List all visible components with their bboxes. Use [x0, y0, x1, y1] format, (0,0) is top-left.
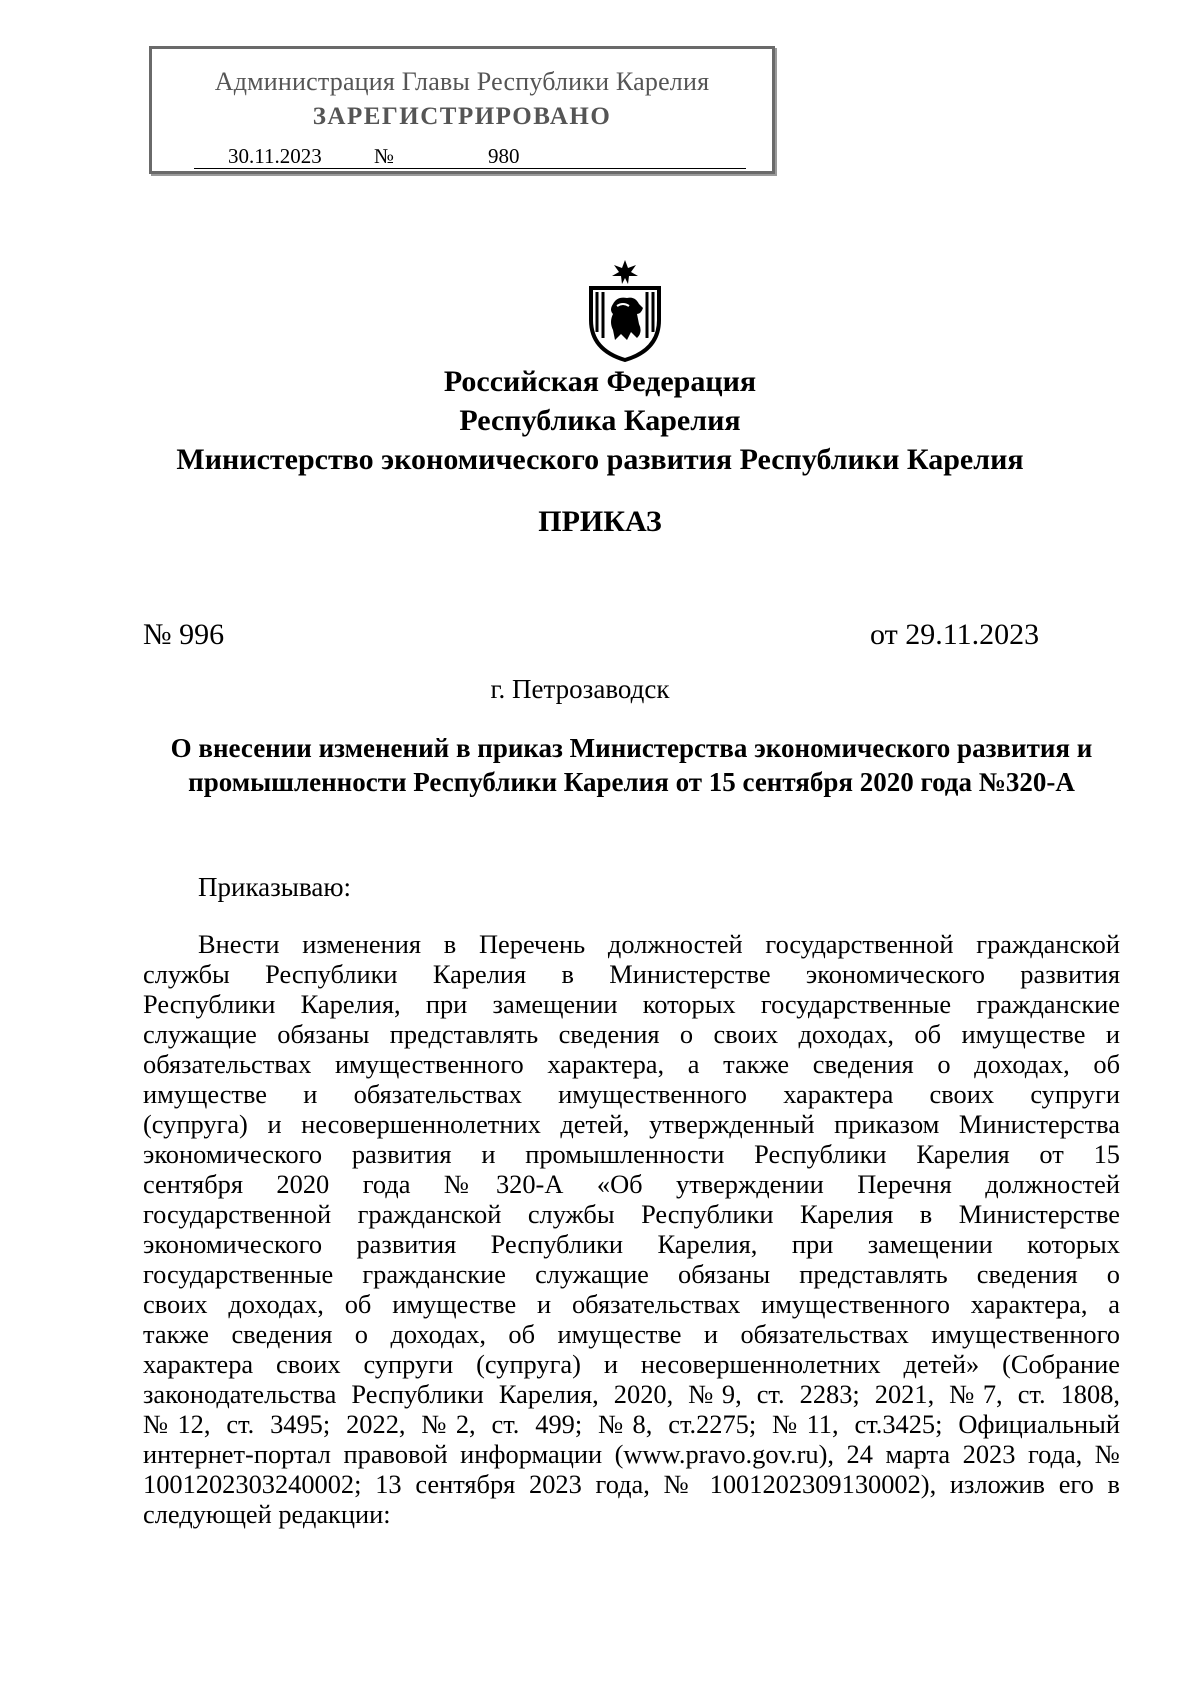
body-line: Республики Карелия, при замещении которых государственные гражданские — [143, 989, 1120, 1019]
stamp-number: 980 — [488, 144, 520, 168]
body-line: государственные гражданские служащие обязаны представлять сведения о — [143, 1259, 1120, 1289]
document-type: ПРИКАЗ — [538, 505, 662, 538]
stamp-organization: Администрация Главы Республики Карелия — [214, 67, 710, 96]
body-line: служащие обязаны представлять сведения о своих доходах, об имуществе и — [143, 1019, 1120, 1049]
order-title-line-2: промышленности Республики Карелия от 15 сентября 2020 года №320-А — [188, 767, 1075, 797]
body-line: экономического развития Республики Карелия, при замещении которых — [143, 1229, 1120, 1259]
registration-stamp — [149, 46, 775, 174]
body-line: (супруга) и несовершеннолетних детей, утвержденный приказом Министерства — [143, 1109, 1120, 1139]
body-line: сентября 2020 года №320-А «Об утверждении Перечня должностей — [143, 1169, 1120, 1199]
body-line: Внести изменения в Перечень должностей государственной гражданской — [198, 929, 1120, 959]
body-line: имуществе и обязательствах имущественного характера своих супруги — [143, 1079, 1120, 1109]
body-line: своих доходах, об имуществе и обязательствах имущественного характера, а — [143, 1289, 1120, 1319]
body-line: №12, ст. 3495; 2022, №2, ст. 499; №8, ст.2275; №11, ст.3425; Официальный — [143, 1409, 1120, 1439]
body-line: также сведения о доходах, об имуществе и обязательствах имущественного — [143, 1319, 1120, 1349]
body-line: экономического развития и промышленности Республики Карелия от 15 — [143, 1139, 1120, 1169]
order-title — [143, 731, 1120, 799]
order-number: № 996 — [143, 618, 225, 651]
body-line: интернет-портал правовой информации (www.pravo.gov.ru), 24 марта 2023 года, № — [143, 1439, 1120, 1469]
karelia-coat-of-arms-icon — [583, 258, 667, 362]
body-line: следующей редакции: — [143, 1499, 391, 1529]
stamp-date: 30.11.2023 — [228, 144, 322, 168]
body-line: характера своих супруги (супруга) и несовершеннолетних детей» (Собрание — [143, 1349, 1120, 1379]
header-country: Российская Федерация — [443, 365, 757, 398]
body-line: государственной гражданской службы Республики Карелия в Министерстве — [143, 1199, 1120, 1229]
body-line: 1001202303240002; 13 сентября 2023 года, № 1001202309130002), изложив его в — [143, 1469, 1120, 1499]
stamp-status: ЗАРЕГИСТРИРОВАНО — [312, 103, 612, 130]
order-word: Приказываю: — [198, 872, 351, 902]
order-title-line-1: О внесении изменений в приказ Министерства экономического развития и — [170, 733, 1093, 763]
header-ministry: Министерство экономического развития Республики Карелия — [176, 443, 1024, 476]
body-line: обязательствах имущественного характера, а также сведения о доходах, об — [143, 1049, 1120, 1079]
city: г. Петрозаводск — [490, 674, 670, 704]
body-line: законодательства Республики Карелия, 2020, №9, ст. 2283; 2021, №7, ст. 1808, — [143, 1379, 1120, 1409]
order-date: от 29.11.2023 — [870, 618, 1040, 651]
header-republic: Республика Карелия — [459, 404, 741, 437]
stamp-number-sign: № — [374, 144, 395, 168]
body-line: службы Республики Карелия в Министерстве экономического развития — [143, 959, 1120, 989]
